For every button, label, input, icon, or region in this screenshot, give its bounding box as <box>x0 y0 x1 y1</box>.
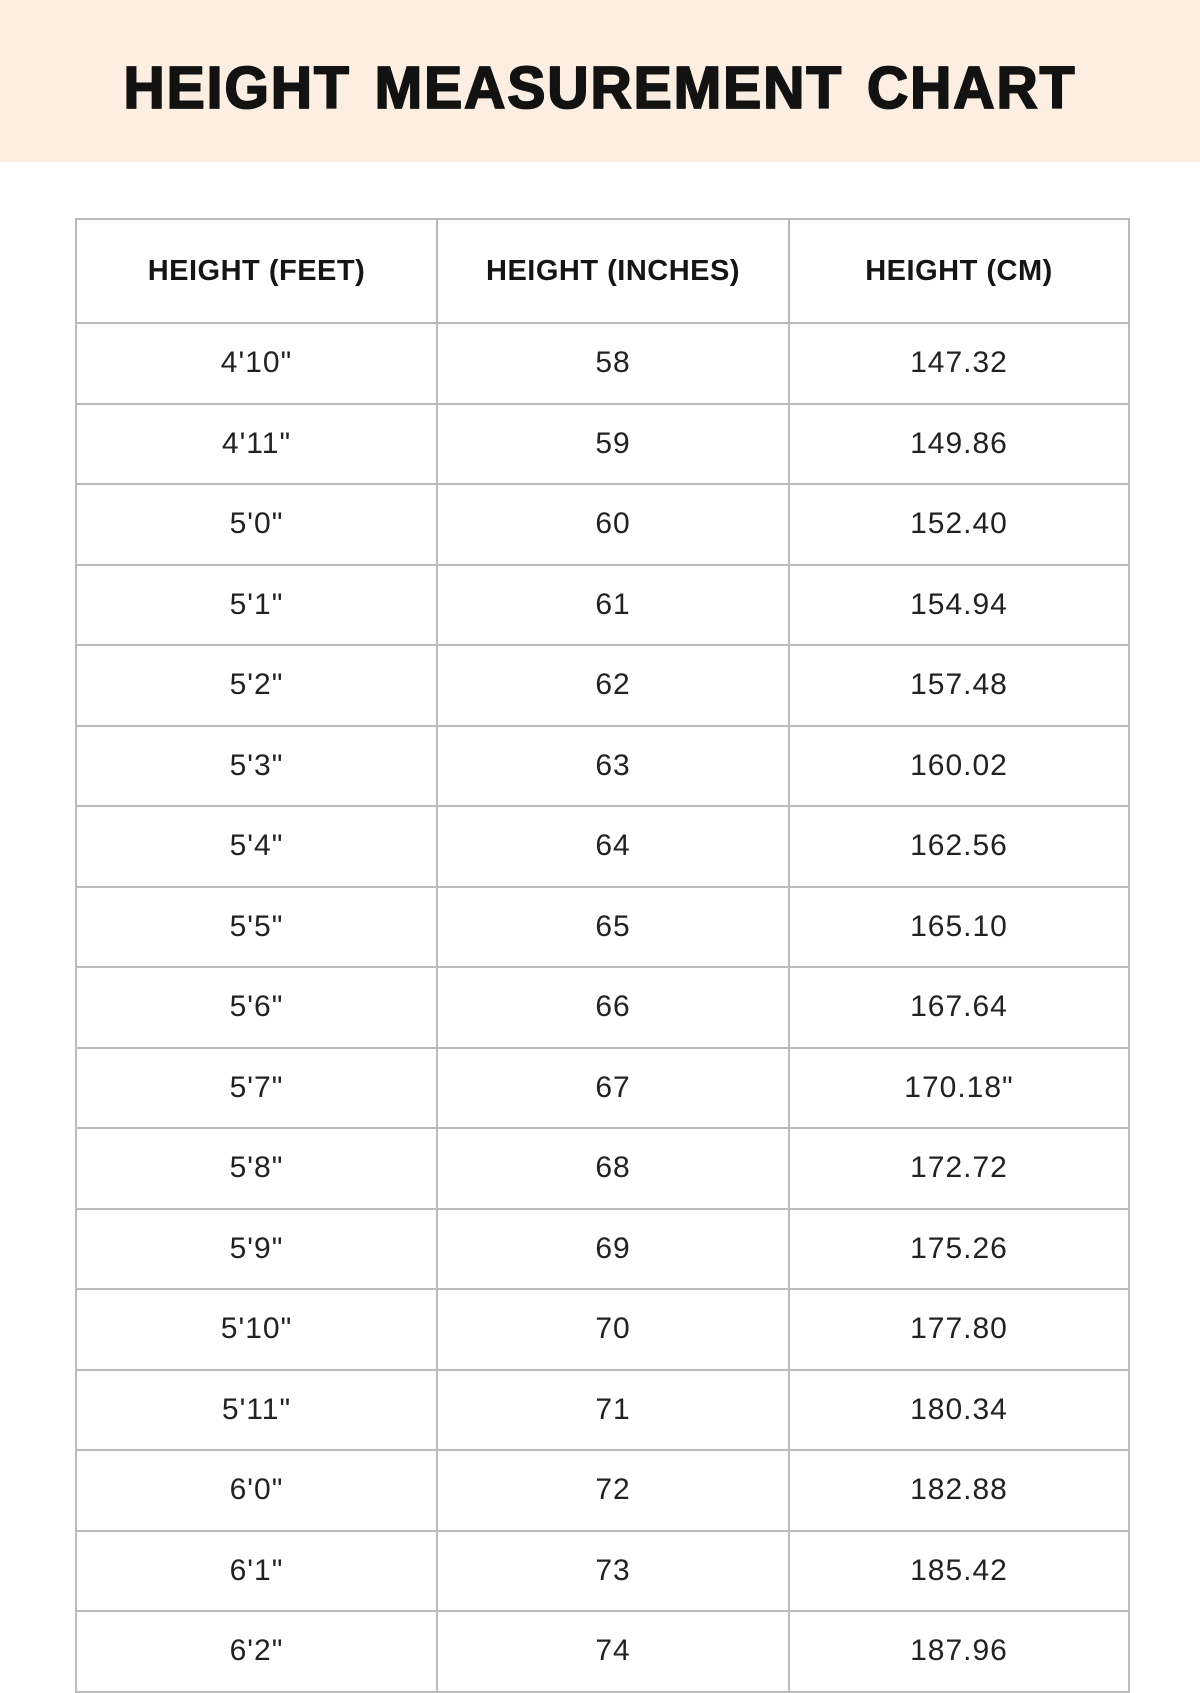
table-header <box>76 219 1129 323</box>
table-cell: 69 <box>437 1209 789 1290</box>
table-cell: 66 <box>437 967 789 1048</box>
table-cell: 62 <box>437 645 789 726</box>
table-cell: 5'5" <box>76 887 437 968</box>
table-cell: 157.48 <box>789 645 1129 726</box>
table-row <box>76 1611 1129 1692</box>
table-cell: 175.26 <box>789 1209 1129 1290</box>
table-row <box>76 1289 1129 1370</box>
table-container <box>75 218 1128 1693</box>
table-cell: 63 <box>437 726 789 807</box>
table-cell: 4'10" <box>76 323 437 404</box>
table-cell: 5'7" <box>76 1048 437 1129</box>
table-cell: 72 <box>437 1450 789 1531</box>
height-conversion-table <box>75 218 1130 1693</box>
table-cell: 65 <box>437 887 789 968</box>
table-row <box>76 887 1129 968</box>
table-cell: 5'0" <box>76 484 437 565</box>
table-cell: 160.02 <box>789 726 1129 807</box>
table-cell: 5'10" <box>76 1289 437 1370</box>
table-cell: 4'11" <box>76 404 437 485</box>
table-cell: 182.88 <box>789 1450 1129 1531</box>
table-row <box>76 1048 1129 1129</box>
header-row <box>76 219 1129 323</box>
table-cell: 71 <box>437 1370 789 1451</box>
table-cell: 5'1" <box>76 565 437 646</box>
table-cell: 165.10 <box>789 887 1129 968</box>
table-cell: 5'9" <box>76 1209 437 1290</box>
table-cell: 74 <box>437 1611 789 1692</box>
table-cell: 67 <box>437 1048 789 1129</box>
table-cell: 149.86 <box>789 404 1129 485</box>
table-cell: 152.40 <box>789 484 1129 565</box>
column-header: HEIGHT (FEET) <box>76 219 437 323</box>
table-cell: 61 <box>437 565 789 646</box>
table-cell: 5'2" <box>76 645 437 726</box>
table-cell: 177.80 <box>789 1289 1129 1370</box>
table-row <box>76 645 1129 726</box>
table-cell: 6'2" <box>76 1611 437 1692</box>
table-cell: 58 <box>437 323 789 404</box>
table-row <box>76 1531 1129 1612</box>
table-cell: 172.72 <box>789 1128 1129 1209</box>
page-title: HEIGHT MEASUREMENT CHART <box>123 54 1077 122</box>
table-cell: 162.56 <box>789 806 1129 887</box>
table-row <box>76 726 1129 807</box>
table-body <box>76 323 1129 1692</box>
table-row <box>76 323 1129 404</box>
table-cell: 64 <box>437 806 789 887</box>
column-header: HEIGHT (CM) <box>789 219 1129 323</box>
table-row <box>76 1450 1129 1531</box>
table-cell: 73 <box>437 1531 789 1612</box>
table-row <box>76 404 1129 485</box>
table-row <box>76 1370 1129 1451</box>
table-cell: 6'0" <box>76 1450 437 1531</box>
table-cell: 68 <box>437 1128 789 1209</box>
table-cell: 147.32 <box>789 323 1129 404</box>
table-cell: 5'8" <box>76 1128 437 1209</box>
table-cell: 180.34 <box>789 1370 1129 1451</box>
table-cell: 154.94 <box>789 565 1129 646</box>
table-cell: 6'1" <box>76 1531 437 1612</box>
table-row <box>76 484 1129 565</box>
table-cell: 5'4" <box>76 806 437 887</box>
table-row <box>76 806 1129 887</box>
table-cell: 59 <box>437 404 789 485</box>
table-cell: 5'3" <box>76 726 437 807</box>
table-cell: 185.42 <box>789 1531 1129 1612</box>
table-cell: 5'11" <box>76 1370 437 1451</box>
table-cell: 60 <box>437 484 789 565</box>
table-row <box>76 565 1129 646</box>
table-cell: 187.96 <box>789 1611 1129 1692</box>
table-cell: 70 <box>437 1289 789 1370</box>
table-cell: 5'6" <box>76 967 437 1048</box>
table-cell: 170.18" <box>789 1048 1129 1129</box>
table-row <box>76 967 1129 1048</box>
table-cell: 167.64 <box>789 967 1129 1048</box>
table-row <box>76 1128 1129 1209</box>
table-row <box>76 1209 1129 1290</box>
title-band <box>0 0 1200 162</box>
column-header: HEIGHT (INCHES) <box>437 219 789 323</box>
